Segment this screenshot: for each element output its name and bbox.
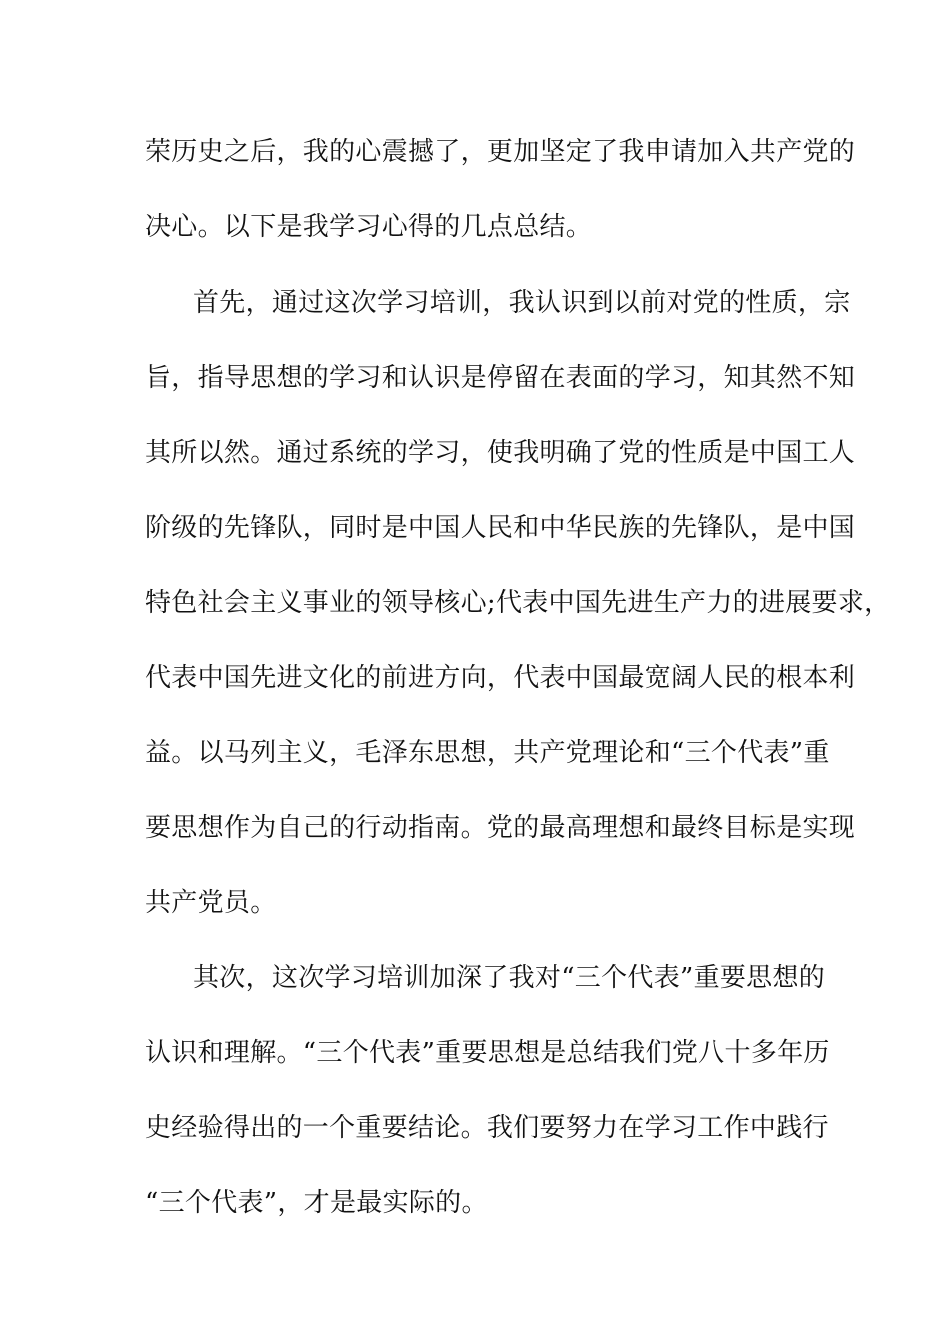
text-line: “三个代表”，才是最实际的。	[145, 1188, 488, 1218]
text-line: 代表中国先进文化的前进方向，代表中国最宽阔人民的根本利	[145, 663, 856, 693]
text-line: 认识和理解。“三个代表”重要思想是总结我们党八十多年历	[145, 1038, 830, 1068]
text-line: 决心。以下是我学习心得的几点总结。	[145, 212, 593, 242]
text-line: 共产党员。	[145, 888, 277, 918]
paragraph-first-line: 其次，这次学习培训加深了我对“三个代表”重要思想的	[193, 963, 826, 993]
text-line: 荣历史之后，我的心震撼了，更加坚定了我申请加入共产党的	[145, 137, 856, 167]
text-line: 阶级的先锋队，同时是中国人民和中华民族的先锋队，是中国	[145, 513, 856, 543]
text-line: 史经验得出的一个重要结论。我们要努力在学习工作中践行	[145, 1113, 829, 1143]
paragraph-first-line: 首先，通过这次学习培训，我认识到以前对党的性质，宗	[193, 288, 851, 318]
text-line: 其所以然。通过系统的学习，使我明确了党的性质是中国工人	[145, 438, 856, 468]
text-line: 益。以马列主义，毛泽东思想，共产党理论和“三个代表”重	[145, 738, 830, 768]
text-line: 旨，指导思想的学习和认识是停留在表面的学习，知其然不知	[145, 363, 856, 393]
text-line: 要思想作为自己的行动指南。党的最高理想和最终目标是实现	[145, 813, 856, 843]
text-line: 特色社会主义事业的领导核心;代表中国先进生产力的进展要求，	[145, 588, 891, 618]
